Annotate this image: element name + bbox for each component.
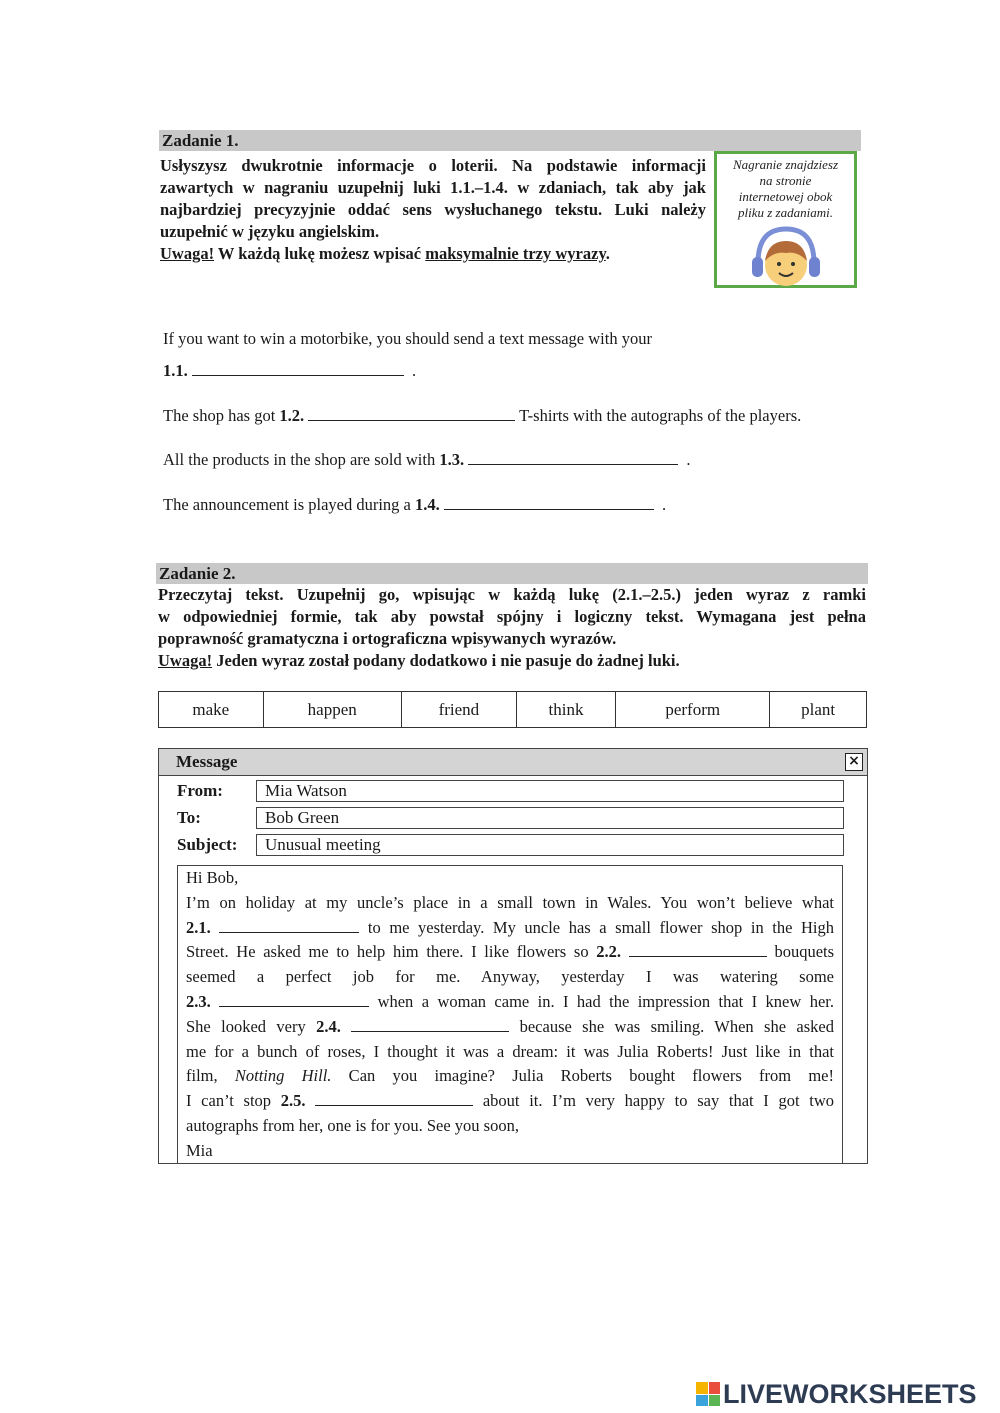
close-icon[interactable]: × bbox=[845, 753, 863, 771]
sentence-1-3-pre: All the products in the shop are sold with bbox=[163, 450, 440, 469]
body-line-text: She looked very bbox=[186, 1016, 317, 1036]
task1-note-post: . bbox=[605, 244, 610, 263]
body-line-text: film, bbox=[186, 1066, 235, 1086]
sentence-1-1 bbox=[163, 328, 652, 350]
body-line-text: when a woman came in. I had the impression that I knew her. bbox=[377, 991, 834, 1011]
gap-2-4[interactable] bbox=[351, 1016, 509, 1032]
subject-value: Unusual meeting bbox=[265, 835, 381, 854]
body-line-text: to me yesterday. My uncle has a small flower shop in the High bbox=[367, 917, 834, 937]
word-box-item: friend bbox=[401, 692, 516, 728]
task2-note-text: Jeden wyraz został podany dodatkowo i nie pasuje do żadnej luki. bbox=[212, 651, 680, 670]
gap-number-2-3: 2.3. bbox=[186, 991, 211, 1011]
body-signature: Mia bbox=[186, 1140, 213, 1160]
gap-number-1-1: 1.1. bbox=[163, 361, 188, 380]
recording-line-2: na stronie bbox=[759, 173, 812, 188]
logo-badge-icon bbox=[696, 1382, 720, 1406]
recording-info-box bbox=[714, 151, 857, 288]
task2-note bbox=[158, 650, 866, 672]
task2-instr-line-1: Przeczytaj tekst. Uzupełnij go, wpisując w każdą lukę (2.1.–2.5.) jeden wyraz z ramki bbox=[158, 585, 866, 604]
body-line: seemed a perfect job for me. Anyway, yesterday I was watering some bbox=[186, 967, 834, 987]
task1-note-emph: maksymalnie trzy wyrazy bbox=[425, 244, 606, 263]
word-box-item: perform bbox=[616, 692, 770, 728]
logo-text: LIVEWORKSHEETS bbox=[723, 1378, 977, 1409]
body-line: I’m on holiday at my uncle’s place in a small town in Wales. You won’t believe what bbox=[186, 892, 834, 912]
from-field bbox=[256, 780, 844, 802]
task1-heading-text: Zadanie 1. bbox=[162, 131, 239, 150]
body-greeting: Hi Bob, bbox=[186, 868, 239, 887]
task2-instr-line-3: poprawność gramatyczna i ortograficzna wpisywanych wyrazów. bbox=[158, 629, 617, 648]
gap-2-5[interactable] bbox=[315, 1090, 473, 1106]
word-box-item: make bbox=[159, 692, 264, 728]
task1-heading bbox=[159, 130, 861, 151]
to-field bbox=[256, 807, 844, 829]
gap-2-3[interactable] bbox=[219, 991, 369, 1007]
task1-instr-line-3: najbardziej precyzyjnie oddać sens wysłuchanego tekstu. Luki należy bbox=[160, 200, 706, 219]
subject-label: Subject: bbox=[177, 835, 238, 854]
sentence-1-3 bbox=[163, 449, 690, 471]
task1-note-label: Uwaga! bbox=[160, 244, 215, 263]
to-label: To: bbox=[177, 808, 201, 827]
sentence-1-2-pre: The shop has got bbox=[163, 406, 280, 425]
from-label: From: bbox=[177, 781, 223, 800]
gap-1-4[interactable] bbox=[444, 494, 654, 510]
sentence-1-3-end: . bbox=[686, 450, 691, 469]
sentence-1-2 bbox=[163, 405, 801, 427]
recording-line-4: pliku z zadaniami. bbox=[738, 205, 833, 220]
task1-instr-line-1: Usłyszysz dwukrotnie informacje o loterii. Na podstawie informacji bbox=[160, 156, 706, 175]
child-with-headphones-icon bbox=[746, 223, 826, 289]
gap-number-1-2: 1.2. bbox=[279, 406, 305, 425]
gap-number-2-1: 2.1. bbox=[186, 917, 211, 937]
sentence-1-4-pre: The announcement is played during a bbox=[163, 495, 416, 514]
from-value: Mia Watson bbox=[265, 781, 347, 800]
task2-instructions bbox=[158, 584, 866, 672]
task1-instructions bbox=[160, 155, 706, 265]
sentence-1-4 bbox=[163, 494, 666, 516]
message-title: Message bbox=[176, 752, 238, 771]
film-title: Notting Hill. bbox=[234, 1066, 332, 1086]
task1-instr-line-4: uzupełnić w języku angielskim. bbox=[160, 222, 380, 241]
gap-number-1-3: 1.3. bbox=[439, 450, 465, 469]
word-box-table bbox=[158, 691, 867, 728]
word-box-item: happen bbox=[263, 692, 401, 728]
word-box-item: plant bbox=[770, 692, 867, 728]
body-line bbox=[186, 940, 834, 965]
task2-heading-text: Zadanie 2. bbox=[159, 564, 236, 583]
task1-instr-line-2: zawartych w nagraniu uzupełnij luki 1.1.–1.4. w zdaniach, tak aby jak bbox=[160, 178, 706, 197]
recording-line-3: internetowej obok bbox=[738, 189, 833, 204]
body-line: autographs from her, one is for you. See you soon, bbox=[186, 1115, 519, 1135]
sentence-1-2-post: T-shirts with the autographs of the players. bbox=[519, 406, 802, 425]
gap-number-2-5: 2.5. bbox=[280, 1091, 306, 1111]
task1-note-pre: W każdą lukę możesz wpisać bbox=[214, 244, 426, 263]
gap-1-3[interactable] bbox=[468, 449, 678, 465]
gap-1-1[interactable] bbox=[192, 360, 404, 376]
recording-line-1: Nagranie znajdziesz bbox=[732, 157, 839, 172]
body-line-text: because she was smiling. When she asked bbox=[519, 1016, 834, 1036]
task2-instr-line-2: w odpowiedniej formie, tak aby powstał spójny i logiczny tekst. Wymagana jest pełna bbox=[158, 607, 866, 626]
body-line-text: I can’t stop bbox=[186, 1091, 281, 1111]
message-window bbox=[158, 748, 868, 1164]
subject-field bbox=[256, 834, 844, 856]
sentence-1-4-end: . bbox=[662, 495, 667, 514]
body-line bbox=[186, 916, 834, 941]
body-line bbox=[186, 990, 834, 1015]
message-body bbox=[177, 865, 843, 1164]
gap-2-1[interactable] bbox=[219, 917, 359, 933]
body-line-text: Can you imagine? Julia Roberts bought flowers from me! bbox=[331, 1066, 834, 1086]
sentence-1-1-end: . bbox=[412, 361, 417, 380]
liveworksheets-logo[interactable] bbox=[696, 1378, 977, 1410]
to-value: Bob Green bbox=[265, 808, 340, 827]
task1-note bbox=[160, 243, 706, 265]
word-box-item: think bbox=[516, 692, 615, 728]
gap-number-1-4: 1.4. bbox=[415, 495, 440, 514]
task2-heading bbox=[156, 563, 868, 584]
gap-number-2-2: 2.2. bbox=[596, 942, 622, 962]
message-title-bar bbox=[159, 749, 867, 776]
body-line-text: about it. I’m very happy to say that I got two bbox=[482, 1091, 834, 1111]
sentence-1-1-text: If you want to win a motorbike, you should send a text message with your bbox=[163, 329, 652, 348]
body-line: me for a bunch of roses, I thought it was a dream: it was Julia Roberts! Just like in that bbox=[186, 1041, 834, 1061]
gap-number-2-4: 2.4. bbox=[316, 1016, 341, 1036]
task2-note-label: Uwaga! bbox=[158, 651, 213, 670]
body-line-text: Street. He asked me to help him there. I like flowers so bbox=[186, 942, 597, 962]
word-box bbox=[158, 691, 867, 728]
body-line bbox=[186, 1089, 834, 1114]
sentence-1-1-gap-line bbox=[163, 360, 416, 382]
body-line bbox=[186, 1064, 834, 1089]
body-line-text: bouquets bbox=[774, 942, 835, 962]
gap-1-2[interactable] bbox=[308, 405, 515, 421]
body-line bbox=[186, 1015, 834, 1040]
gap-2-2[interactable] bbox=[629, 941, 767, 957]
